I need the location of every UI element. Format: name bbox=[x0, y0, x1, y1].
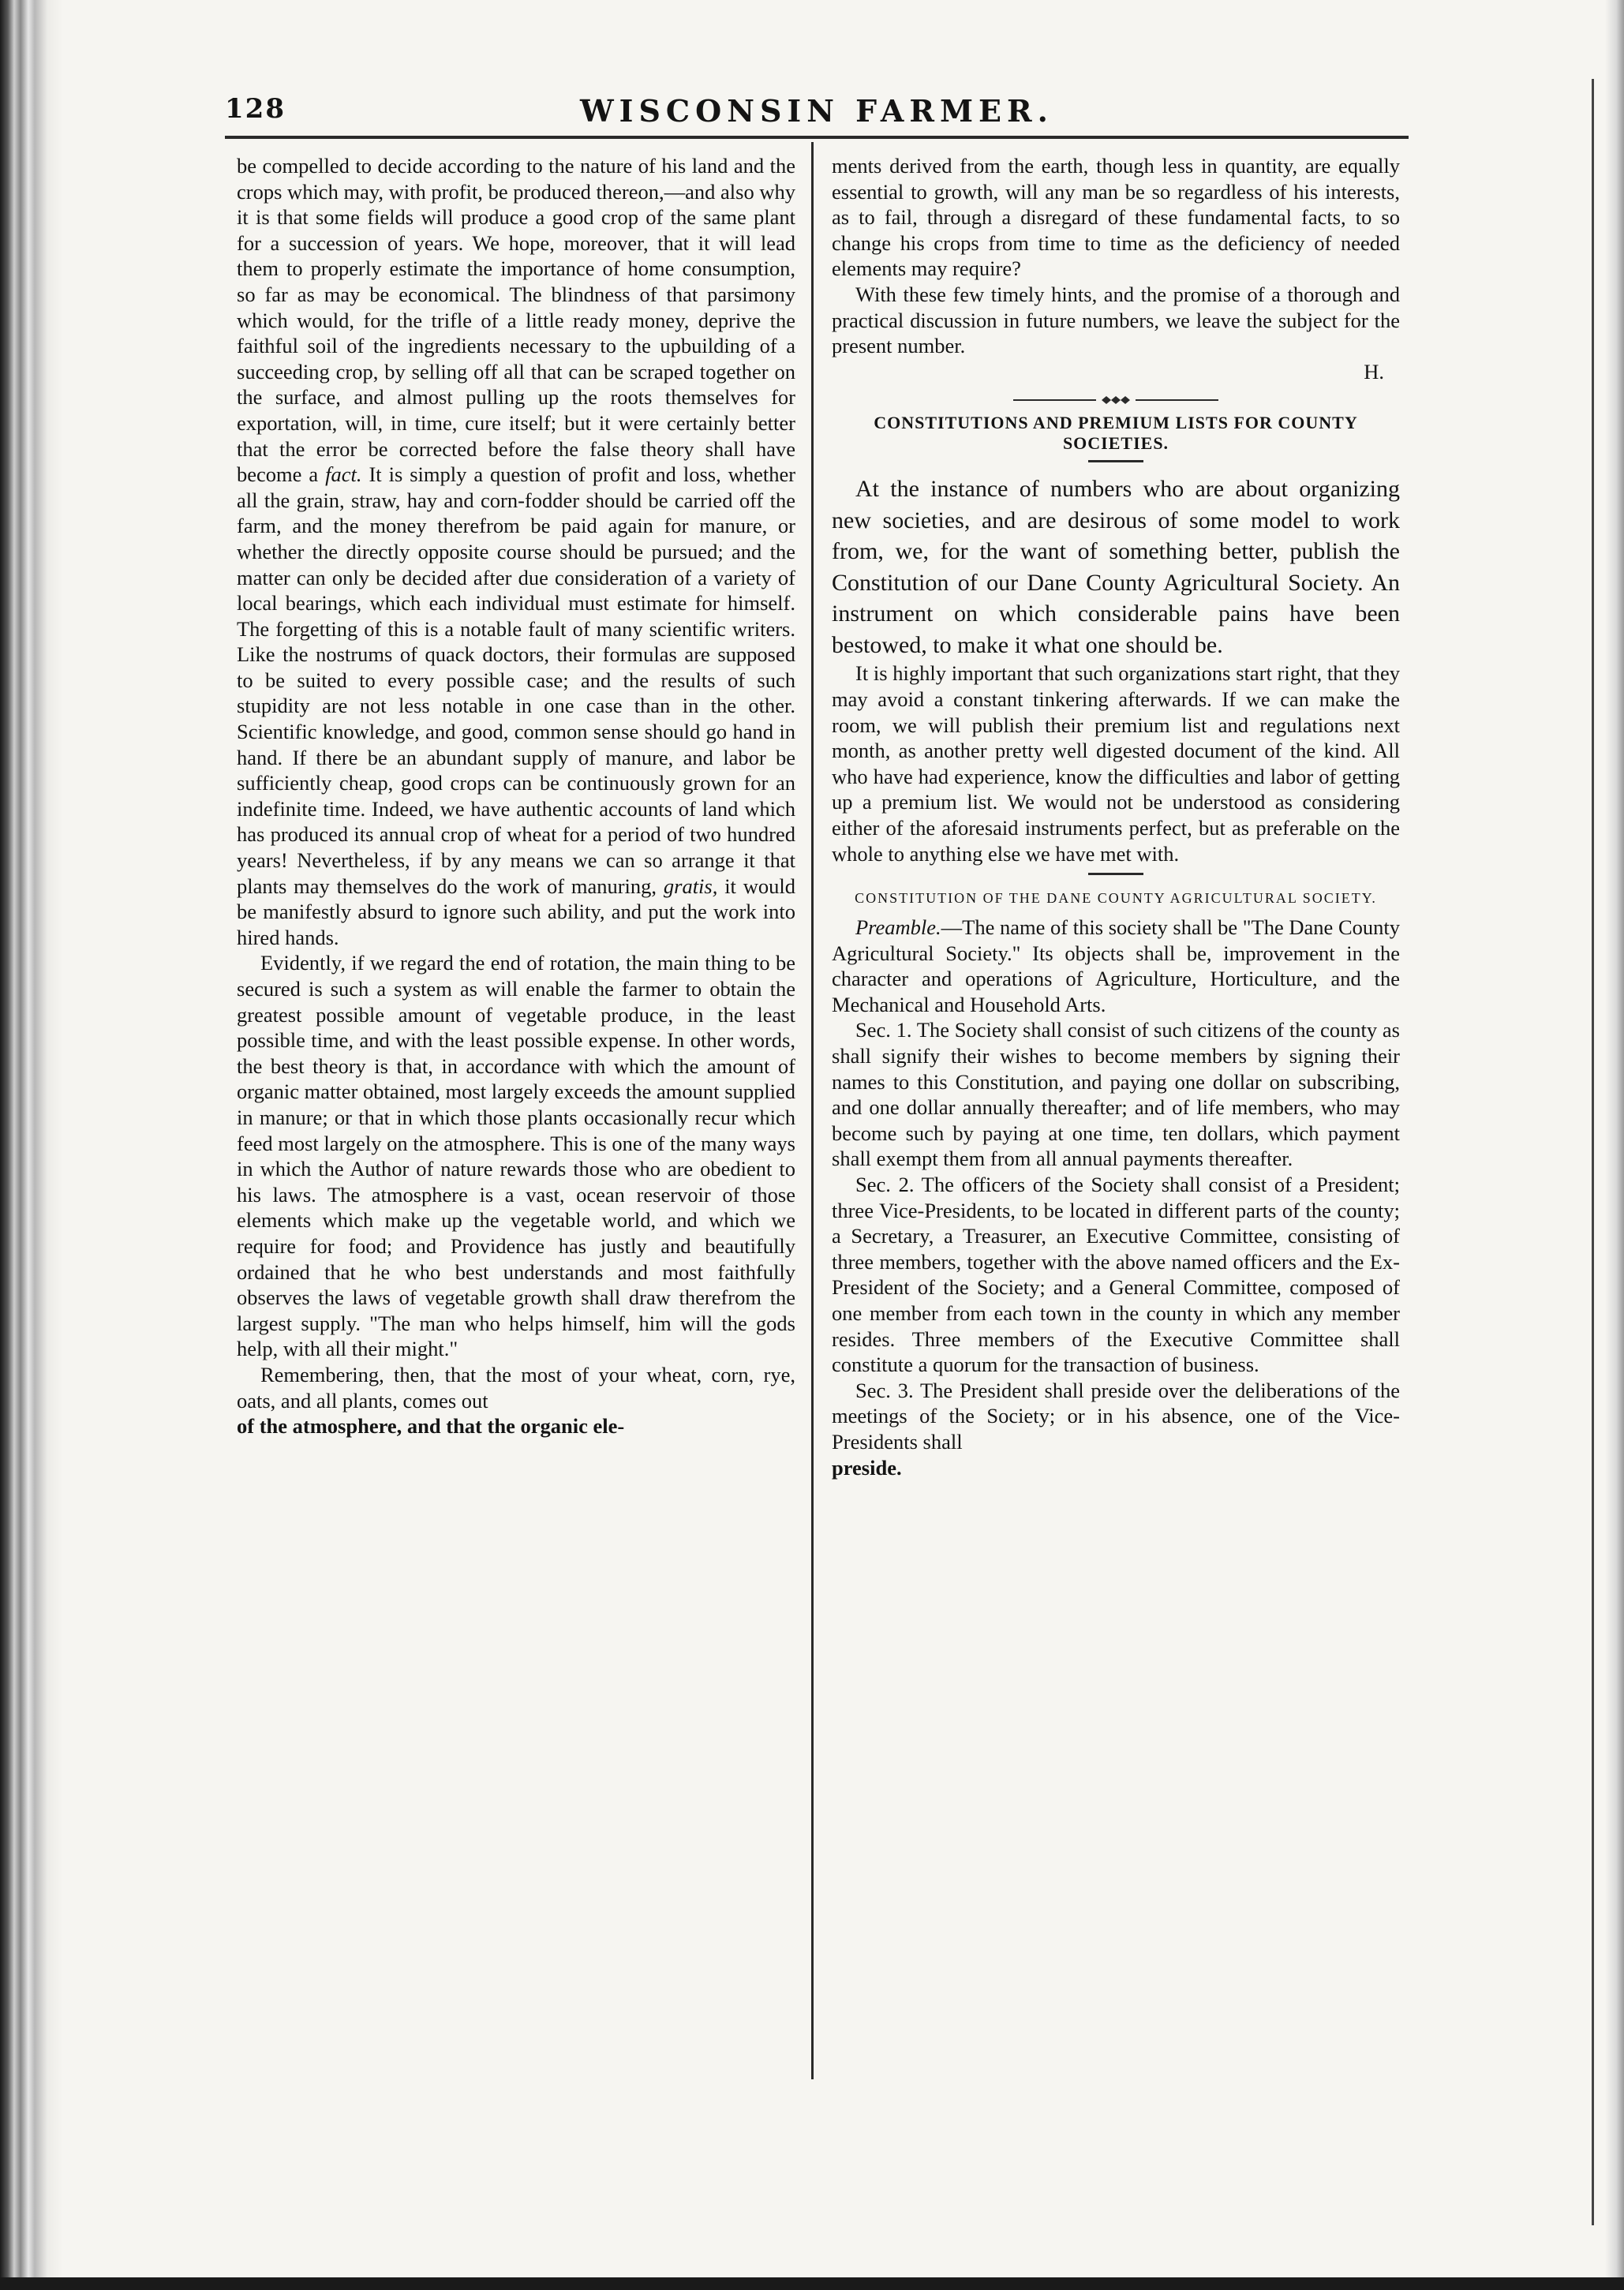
page-header bbox=[225, 93, 1409, 140]
right-paragraph-2: With these few timely hints, and the promise of a thorough and practical discussion in future numbers, we leave the subject for the present number. bbox=[832, 282, 1400, 358]
constitution-heading: CONSTITUTION OF THE DANE COUNTY AGRICULTURAL SOCIETY. bbox=[855, 890, 1377, 907]
preamble: Preamble.—The name of this society shall be "The Dane County Agricultural Society." Its objects shall be, improvement in the character and operations of Agriculture, Horticulture, and the Mechanical and Household Arts. bbox=[832, 915, 1400, 1016]
book-binding-edge bbox=[0, 0, 63, 2290]
column-divider bbox=[811, 142, 814, 2079]
section-heading: CONSTITUTIONS AND PREMIUM LISTS FOR COUNTY SOCIETIES. bbox=[874, 413, 1358, 454]
page-right-edge bbox=[1605, 0, 1624, 2290]
section-3: Sec. 3. The President shall preside over the deliberations of the meetings of the Society; or in his absence, one of the Vice-Presidents shall bbox=[832, 1378, 1400, 1454]
right-column bbox=[832, 153, 1400, 1480]
section-2: Sec. 2. The officers of the Society shall consist of a President; three Vice-Presidents, to be located in different parts of the county; a Secretary, a Treasurer, an Executive Committee, consisting of three members, together with the above named officers and the Ex-President of the Society; and a General Committee, composed of one member from each town in the county in which any member resides. Three members of the Executive Committee shall constitute a quorum for the transaction of business. bbox=[832, 1173, 1400, 1377]
right-final-line: preside. bbox=[832, 1455, 902, 1480]
right-paragraph-3: At the instance of numbers who are about organizing new societies, and are desirous of some model to work from, we, for the want of something better, publish the Constitution of our Dane County Agricultural Society. An instrument on which considerable pains have been bestowed, to make it what one should be. bbox=[832, 476, 1400, 658]
left-column bbox=[237, 153, 795, 1439]
page-bottom-edge bbox=[0, 2277, 1624, 2290]
left-paragraph-3: Remembering, then, that the most of your wheat, corn, rye, oats, and all plants, comes out bbox=[237, 1362, 795, 1413]
left-final-line: of the atmosphere, and that the organic ele- bbox=[237, 1414, 625, 1439]
emphasis-fact: fact. bbox=[325, 462, 362, 487]
ornament-divider-icon bbox=[1013, 395, 1218, 405]
author-signature: H. bbox=[1364, 359, 1384, 384]
header-rule bbox=[225, 136, 1409, 139]
scan-margin-line bbox=[1592, 79, 1594, 2225]
constitution-rule bbox=[1088, 873, 1143, 875]
left-paragraph-2: Evidently, if we regard the end of rotation, the main thing to be secured is such a system as will enable the farmer to obtain the greatest possible amount of vegetable produce, in the least possible time, and with the least possible expense. In other words, the best theory is that, in accordance with which the amount of organic matter obtained, most largely exceeds the amount supplied in manure; or that in which those plants occasionally recur which feed most largely on the atmosphere. This is one of the many ways in which the Author of nature rewards those who are obedient to his laws. The atmosphere is a vast, ocean reservoir of those elements which make up the vegetable world, and which we require for food; and Providence has justly and beautifully ordained that he who best understands and most faithfully observes the laws of vegetable growth shall draw therefrom the largest supply. "The man who helps himself, him will the gods help, with all their might." bbox=[237, 951, 795, 1361]
preamble-label: Preamble. bbox=[855, 915, 941, 940]
section-1: Sec. 1. The Society shall consist of such citizens of the county as shall signify their wishes to become members by signing their names to this Constitution, and paying one dollar on subscribing, and one dollar annually thereafter; and of life members, who may become such by paying at one time, ten dollars, which payment shall exempt them from all annual payments thereafter. bbox=[832, 1018, 1400, 1171]
left-paragraph-1: be compelled to decide according to the nature of his land and the crops which may, with profit, be produced thereon,—and also why it is that some fields will produce a good crop of the same plant for a succession of years. We hope, moreover, that it will lead them to properly estimate the importance of home consumption, so far as may be economical. The blindness of that parsimony which would, for the trifle of a little ready money, deprive the faithful soil of the ingredients necessary to the upbuilding of a succeeding crop, by selling off all that can be scraped together on the surface, and almost pulling up the roots themselves for exportation, will, in time, cure itself; but it were certainly better that the error be corrected before the false theory shall have become a fact. It is simply a question of profit and loss, whether all the grain, straw, hay and corn-fodder should be carried off the farm, and the money therefrom be paid again for manure, or whether the directly opposite course should be pursued; and the matter can only be decided after due consideration of a variety of local bearings, which each individual must estimate for himself. The forgetting of this is a notable fault of many scientific writers. Like the nostrums of quack doctors, their formulas are supposed to be suited to every possible case; and the results of such stupidity are not less notable in one case than in the other. Scientific knowledge, and good, common sense should go hand in hand. If there be an abundant supply of manure, and labor be sufficiently cheap, good crops can be continuously grown for an indefinite time. Indeed, we have authentic accounts of land which has produced its annual crop of wheat for a period of two hundred years! Nevertheless, if by any means we can so arrange it that plants may themselves do the work of manuring, gratis, it would be manifestly absurd to ignore such ability, and put the work into hired hands. bbox=[237, 154, 796, 949]
page-number: 128 bbox=[225, 93, 286, 125]
heading-rule bbox=[1088, 460, 1143, 462]
emphasis-gratis: gratis, bbox=[663, 874, 718, 898]
section-ornament bbox=[832, 395, 1400, 405]
right-paragraph-1: ments derived from the earth, though less in quantity, are equally essential to growth, will any man be so regardless of his interests, as to fail, through a disregard of these fundamental facts, to so change his crops from time to time as the deficiency of needed elements may require? bbox=[832, 154, 1400, 281]
running-title: WISCONSIN FARMER. bbox=[580, 93, 1053, 129]
right-paragraph-4: It is highly important that such organizations start right, that they may avoid a constant tinkering afterwards. If we can make the room, we will publish their premium list and regulations next month, as another pretty well digested document of the kind. All who have had experience, know the difficulties and labor of getting up a premium list. We would not be understood as considering either of the aforesaid instruments perfect, but as preferable on the whole to anything else we have met with. bbox=[832, 661, 1400, 866]
